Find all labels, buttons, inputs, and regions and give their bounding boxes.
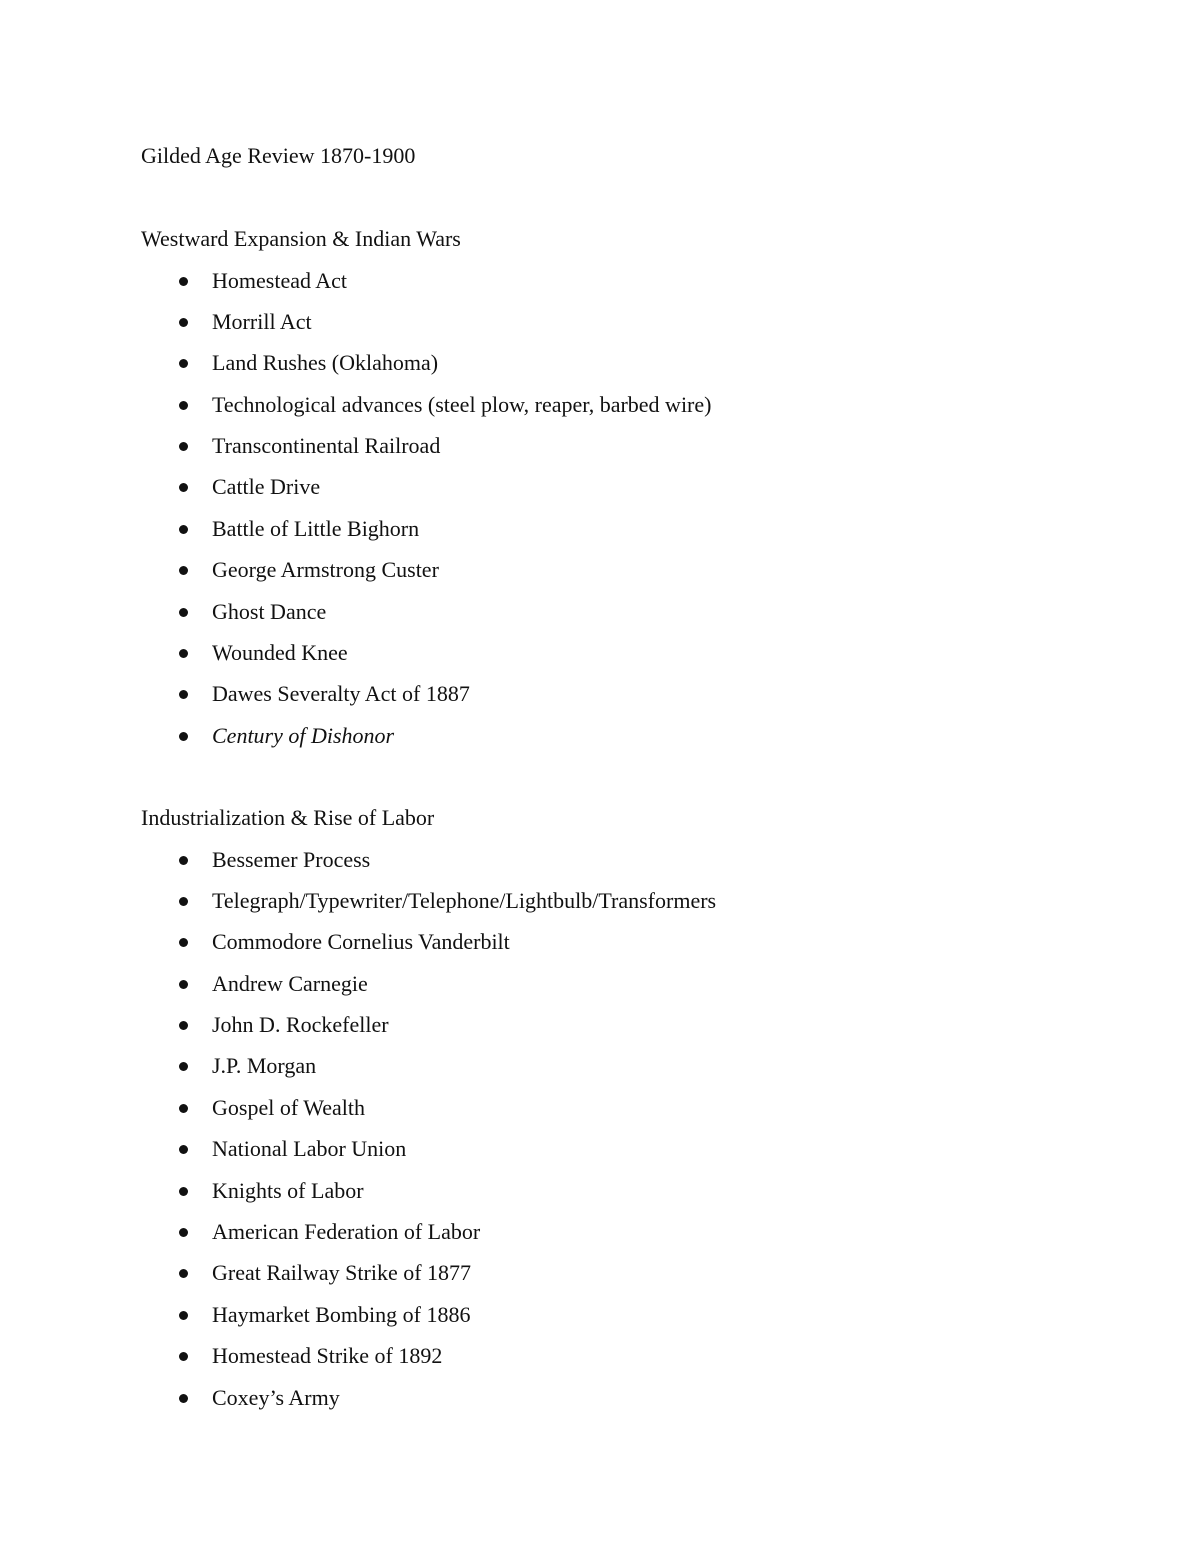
list-item: [141, 679, 1141, 720]
list-item: [141, 266, 1141, 307]
list-item: [141, 969, 1141, 1010]
list-item-text: Land Rushes (Oklahoma): [212, 350, 439, 376]
bullet-icon: [179, 483, 188, 492]
section-heading: Industrialization & Rise of Labor: [141, 805, 435, 830]
list-item: [141, 597, 1141, 638]
list-item-text: Bessemer Process: [212, 846, 371, 872]
list-item: [141, 431, 1141, 472]
list-item: [141, 1176, 1141, 1217]
list-item-text: Cattle Drive: [212, 474, 321, 500]
list-item: [141, 1258, 1141, 1299]
bullet-icon: [179, 690, 188, 699]
list-item-text: J.P. Morgan: [212, 1053, 317, 1079]
list-item-text: Homestead Strike of 1892: [212, 1343, 443, 1369]
bullet-icon: [179, 1311, 188, 1320]
bullet-icon: [179, 525, 188, 534]
list-item: [141, 1010, 1141, 1051]
bullet-icon: [179, 938, 188, 947]
bullet-icon: [179, 277, 188, 286]
bullet-icon: [179, 1062, 188, 1071]
list-item: [141, 1093, 1141, 1134]
list-item: [141, 1341, 1141, 1382]
list-item-text: Haymarket Bombing of 1886: [212, 1301, 471, 1327]
bullet-icon: [179, 856, 188, 865]
bullet-icon: [179, 732, 188, 741]
bullet-icon: [179, 318, 188, 327]
list-item-text: Gospel of Wealth: [212, 1094, 366, 1120]
list-item-text: Dawes Severalty Act of 1887: [212, 681, 470, 707]
bullet-icon: [179, 359, 188, 368]
list-item: [141, 1217, 1141, 1258]
bullet-icon: [179, 1187, 188, 1196]
list-item-text: Great Railway Strike of 1877: [212, 1260, 472, 1286]
list-item: [141, 886, 1141, 927]
list-item: [141, 1051, 1141, 1092]
bullet-icon: [179, 401, 188, 410]
section-westward-expansion: [141, 224, 1141, 762]
list-item-text: Technological advances (steel plow, reaper, barbed wire): [212, 391, 712, 417]
bullet-icon: [179, 1228, 188, 1237]
list-item-text: Commodore Cornelius Vanderbilt: [212, 929, 510, 955]
bullet-icon: [179, 1394, 188, 1403]
bullet-list: [141, 845, 1141, 1424]
list-item-text: Wounded Knee: [212, 640, 348, 666]
list-item-text: Coxey’s Army: [212, 1384, 340, 1410]
list-item-text: Ghost Dance: [212, 598, 327, 624]
list-item: [141, 390, 1141, 431]
bullet-list: [141, 266, 1141, 763]
list-item: [141, 1134, 1141, 1175]
bullet-icon: [179, 442, 188, 451]
bullet-icon: [179, 897, 188, 906]
list-item-text: American Federation of Labor: [212, 1219, 481, 1245]
list-item: [141, 721, 1141, 762]
bullet-icon: [179, 649, 188, 658]
list-item: [141, 514, 1141, 555]
bullet-icon: [179, 1352, 188, 1361]
list-item-text: Andrew Carnegie: [212, 970, 368, 996]
list-item-text: John D. Rockefeller: [212, 1012, 389, 1038]
section-heading: Westward Expansion & Indian Wars: [141, 226, 461, 251]
bullet-icon: [179, 1269, 188, 1278]
list-item: [141, 555, 1141, 596]
list-item: [141, 307, 1141, 348]
list-item-text: George Armstrong Custer: [212, 557, 439, 583]
section-industrialization: [141, 803, 1141, 1424]
list-item: [141, 1300, 1141, 1341]
list-item-text: Homestead Act: [212, 267, 348, 293]
bullet-icon: [179, 608, 188, 617]
bullet-icon: [179, 1145, 188, 1154]
list-item-text: National Labor Union: [212, 1136, 407, 1162]
bullet-icon: [179, 1021, 188, 1030]
list-item-text: Transcontinental Railroad: [212, 433, 441, 459]
list-item: [141, 927, 1141, 968]
list-item-text: Knights of Labor: [212, 1177, 364, 1203]
list-item: [141, 472, 1141, 513]
list-item: [141, 1383, 1141, 1424]
document-title: Gilded Age Review 1870-1900: [141, 143, 416, 168]
list-item-text: Battle of Little Bighorn: [212, 515, 420, 541]
list-item: [141, 638, 1141, 679]
list-item-text: Telegraph/Typewriter/Telephone/Lightbulb/Transformers: [212, 887, 717, 913]
bullet-icon: [179, 566, 188, 575]
list-item: [141, 348, 1141, 389]
list-item-text-italic: Century of Dishonor: [212, 722, 395, 748]
list-item-text: Morrill Act: [212, 308, 312, 334]
bullet-icon: [179, 1104, 188, 1113]
bullet-icon: [179, 980, 188, 989]
list-item: [141, 845, 1141, 886]
